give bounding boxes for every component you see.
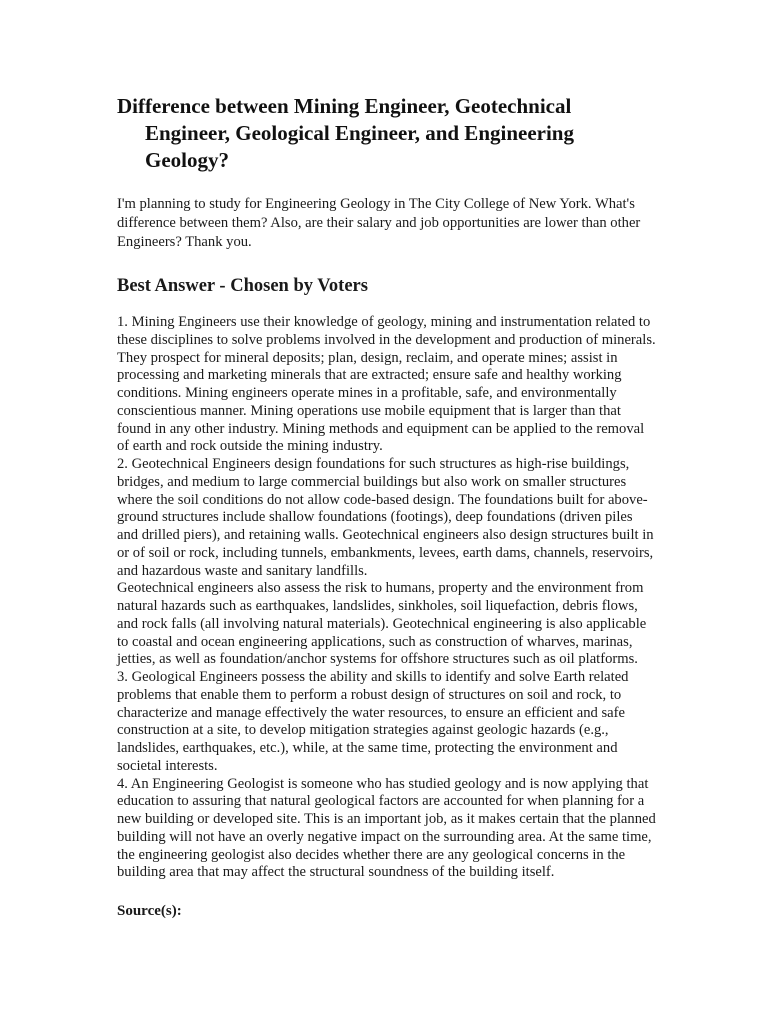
sources-heading: Source(s): bbox=[117, 903, 182, 919]
answer-paragraph-geotechnical: 2. Geotechnical Engineers design foundations for such structures as high-rise buildings, bridges, and medium to large commercial buildings but also work on smaller structures where the soil conditions do not allow code-based design. The foundations built for above-ground structures include shallow foundations (footings), deep foundations (driven piles and drilled piers), and retaining walls. Geotechnical engineers also design structures built in or of soil or rock, including tunnels, embankments, levees, earth dams, channels, reservoirs, and hazardous waste and sanitary landfills. bbox=[117, 456, 654, 579]
answer-paragraph-geological: 3. Geological Engineers possess the ability and skills to identify and solve Earth related problems that enable them to perform a robust design of structures on soil and rock, to characterize and manage effectively the water resources, to ensure an efficient and safe construction at a site, to develop mitigation strategies against geologic hazards (e.g., landslides, earthquakes, etc.), while, at the same time, protecting the environment and societal interests. bbox=[117, 669, 629, 774]
best-answer-heading: Best Answer - Chosen by Voters bbox=[117, 276, 368, 296]
question-title: Difference between Mining Engineer, Geotechnical Engineer, Geological Engineer, and Engineering Geology? bbox=[117, 94, 574, 172]
question-body: I'm planning to study for Engineering Geology in The City College of New York. What's difference between them? Also, are their salary and job opportunities are lower than other Engineers? Thank you. bbox=[117, 196, 641, 250]
answer-paragraph-engineering-geologist: 4. An Engineering Geologist is someone who has studied geology and is now applying that education to assuring that natural geological factors are accounted for when planning for a new building or developed site. This is an important job, as it makes certain that the planned building will not have an overly negative impact on the surrounding area. At the same time, the engineering geologist also decides whether there are any geological concerns in the building area that may affect the structural soundness of the building itself. bbox=[117, 775, 656, 881]
answer-paragraph-geotechnical-risk: Geotechnical engineers also assess the risk to humans, property and the environment from natural hazards such as earthquakes, landslides, sinkholes, soil liquefaction, debris flows, and rock falls (all involving natural materials). Geotechnical engineering is also applicable to coastal and ocean engineering applications, such as construction of wharves, marinas, jetties, as well as foundation/anchor systems for offshore structures such as oil platforms. bbox=[117, 580, 647, 668]
document-page bbox=[117, 93, 657, 921]
answer-paragraph-mining: 1. Mining Engineers use their knowledge of geology, mining and instrumentation related to these disciplines to solve problems involved in the development and production of minerals. They prospect for mineral deposits; plan, design, reclaim, and operate mines; assist in processing and marketing minerals that are extracted; ensure safe and healthy working conditions. Mining engineers operate mines in a profitable, safe, and environmentally conscientious manner. Mining operations use mobile equipment that is larger than that found in any other industry. Mining methods and equipment can be applied to the removal of earth and rock outside the mining industry. bbox=[117, 314, 656, 455]
best-answer-body bbox=[117, 314, 657, 882]
